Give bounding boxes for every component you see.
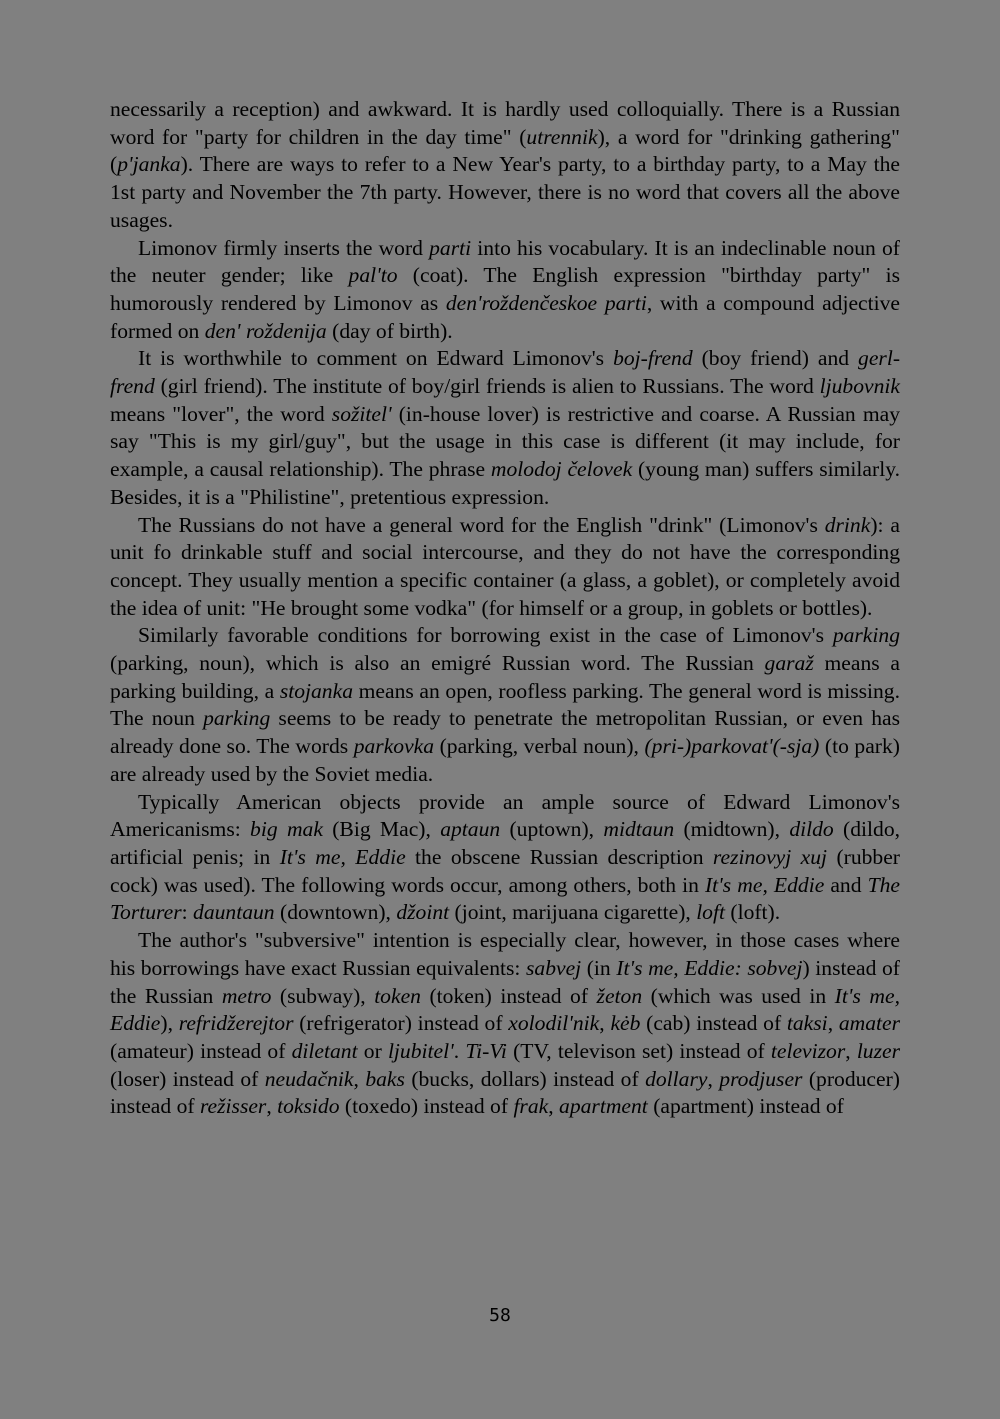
italic-term: den'roždenčeskoe parti bbox=[445, 290, 647, 315]
italic-term: drink bbox=[824, 512, 871, 537]
italic-term: It's me, Eddie bbox=[279, 844, 406, 869]
paragraph: It is worthwhile to comment on Edward Limonov's boj-frend (boy friend) and gerl-frend (girl friend). The institute of boy/girl friends is alien to Russians. The word ljubovnik means "lover", the word sožitel' (in-house lover) is restrictive and coarse. A Russian may say "This is my girl/guy", but the usage in this case is different (it may include, for example, a causal relationship). The phrase molodoj čelovek (young man) suffers similarly. Besides, it is a "Philistine", pretentious expression. bbox=[110, 346, 901, 509]
italic-term: den' roždenija bbox=[204, 318, 327, 343]
italic-term: The Torturer bbox=[110, 872, 900, 925]
italic-term: boj-frend bbox=[613, 346, 693, 371]
paragraph: necessarily a reception) and awkward. It is hardly used colloquially. There is a Russian word for "party for children in the day time" (utrennik), a word for "drinking gathering" (p'janka). There are ways to refer to a New Year's party, to a birthday party, to a May the 1st party and November the 7th party. However, there is no word that covers all the above usages. bbox=[110, 97, 900, 232]
page-number: 58 bbox=[489, 1305, 511, 1326]
italic-term: neudačnik bbox=[264, 1066, 354, 1091]
italic-term: džoint bbox=[396, 900, 450, 925]
italic-term: parkovka bbox=[353, 734, 435, 759]
italic-term: stojanka bbox=[279, 678, 353, 703]
paragraph: The author's "subversive" intention is especially clear, however, in those cases where his borrowings have exact Russian equivalents: sabvej (in It's me, Eddie: sobvej) instead of the Russian metro (subway), token (token) instead of žeton (which was used in It's me, Eddie), refridžerejtor (refrigerator) instead of xolodil'nik, kėb (cab) instead of taksi, amater (amateur) instead of diletant or ljubitel'. Ti-Vi (TV, televison set) instead of televizor, luzer (loser) instead of neudačnik, baks (bucks, dollars) instead of dollary, prodjuser (producer) instead of režisser, toksido (toxedo) instead of frak, apartment (apartment) instead of bbox=[110, 928, 901, 1119]
italic-term: amater bbox=[838, 1011, 901, 1036]
italic-term: aptaun bbox=[440, 817, 501, 842]
italic-term: It's me, Eddie bbox=[110, 983, 900, 1036]
italic-term: sabvej bbox=[526, 955, 582, 980]
italic-term: žeton bbox=[596, 983, 643, 1008]
italic-term: p'janka bbox=[117, 152, 181, 177]
italic-term: loft bbox=[696, 900, 725, 925]
italic-term: It's me, Eddie bbox=[704, 872, 825, 897]
italic-term: televizor bbox=[770, 1038, 846, 1063]
italic-term: gerl-frend bbox=[110, 346, 901, 399]
italic-term: prodjuser bbox=[719, 1066, 803, 1091]
italic-term: parking bbox=[832, 623, 900, 648]
italic-term: taksi bbox=[786, 1011, 828, 1036]
italic-term: garaž bbox=[764, 651, 814, 676]
italic-term: sožitel' bbox=[331, 401, 392, 426]
paragraph: Similarly favorable conditions for borrowing exist in the case of Limonov's parking (parking, noun), which is also an emigré Russian word. The Russian garaž means a parking building, a stojanka means an open, roofless parking. The general word is missing. The noun parking seems to be ready to penetrate the metropolitan Russian, or even has already done so. The words parkovka (parking, verbal noun), (pri-)parkovat'(-sja) (to park) are already used by the Soviet media. bbox=[110, 623, 900, 786]
paragraph: Limonov firmly inserts the word parti into his vocabulary. It is an indeclinable noun of the neuter gender; like pal'to (coat). The English expression "birthday party" is humorously rendered by Limonov as den'roždenčeskoe parti, with a compound adjective formed on den' roždenija (day of birth). bbox=[110, 235, 900, 343]
paragraph: Typically American objects provide an ample source of Edward Limonov's Americanisms: big mak (Big Mac), aptaun (uptown), midtaun (midtown), dildo (dildo, artificial penis; in It's me, Eddie the obscene Russian description rezinovyj xuj (rubber cock) was used). The following words occur, among others, both in It's me, Eddie and The Torturer: dauntaun (downtown), džoint (joint, marijuana cigarette), loft (loft). bbox=[110, 789, 901, 925]
italic-term: diletant bbox=[291, 1038, 358, 1063]
italic-term: molodoj čelovek bbox=[490, 457, 633, 482]
italic-term: baks bbox=[365, 1066, 405, 1091]
italic-term: rezinovyj xuj bbox=[712, 844, 828, 869]
italic-term: ljubovnik bbox=[819, 374, 900, 399]
italic-term: kėb bbox=[610, 1011, 641, 1036]
italic-term: utrennik bbox=[526, 124, 598, 149]
italic-term: dollary bbox=[645, 1066, 708, 1091]
italic-term: metro bbox=[221, 983, 272, 1008]
paragraph: The Russians do not have a general word for the English "drink" (Limonov's drink): a unit fo drinkable stuff and social intercourse, and they do not have the corresponding concept. They usually mention a specific container (a glass, a goblet), or completely avoid the idea of unit: "He brought some vodka" (for himself or a group, in goblets or bottles). bbox=[110, 512, 900, 620]
italic-term: big mak bbox=[250, 817, 323, 842]
italic-term: frak bbox=[513, 1094, 549, 1119]
italic-term: dildo bbox=[789, 817, 834, 842]
italic-term: apartment bbox=[559, 1094, 648, 1119]
page-body bbox=[110, 96, 900, 1121]
italic-term: parking bbox=[203, 706, 271, 731]
italic-term: luzer bbox=[856, 1038, 900, 1063]
italic-term: dauntaun bbox=[193, 900, 275, 925]
italic-term: refridžerejtor bbox=[178, 1011, 294, 1036]
italic-term: token bbox=[374, 983, 421, 1008]
italic-term: režisser bbox=[199, 1094, 267, 1119]
italic-term: midtaun bbox=[603, 817, 675, 842]
italic-term: parti bbox=[429, 235, 472, 260]
italic-term: Ti-Vi bbox=[465, 1038, 507, 1063]
italic-term: toksido bbox=[277, 1094, 340, 1119]
italic-term: (pri-)parkovat'(-sja) bbox=[644, 734, 820, 759]
italic-term: xolodil'nik bbox=[508, 1011, 600, 1036]
italic-term: ljubitel' bbox=[387, 1038, 454, 1063]
italic-term: It's me, Eddie: sobvej bbox=[616, 955, 803, 980]
italic-term: pal'to bbox=[348, 263, 398, 288]
